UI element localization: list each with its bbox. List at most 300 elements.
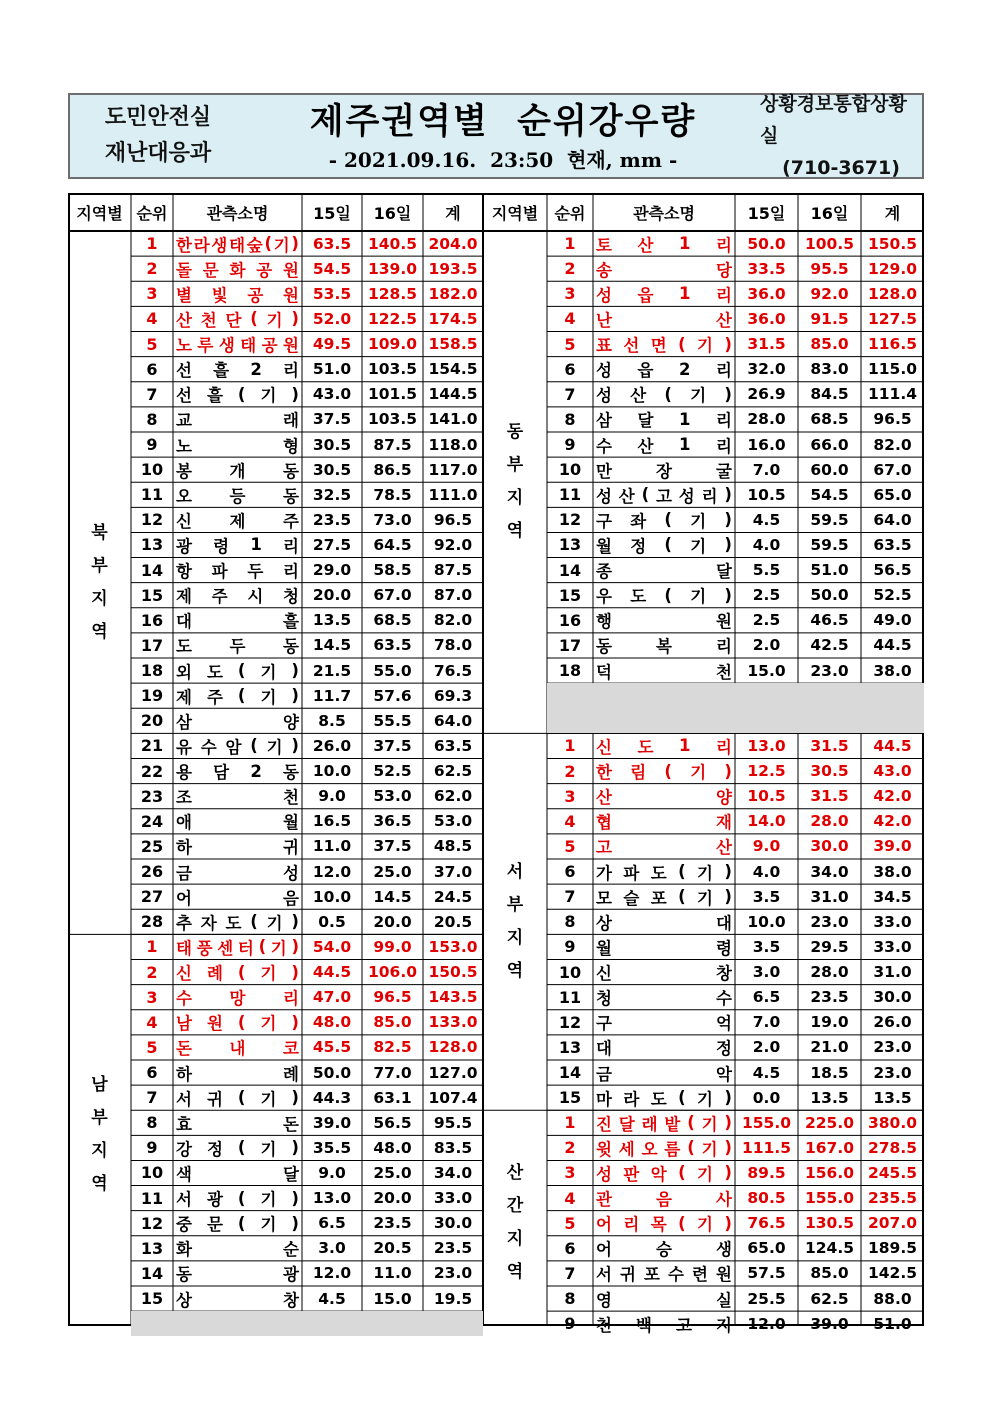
station-name: 진 달 래 밭 ( 기 ) — [596, 1113, 732, 1134]
rain-15-cell: 2.0 — [752, 1038, 781, 1057]
station-name: 종 달 — [596, 562, 732, 582]
rank-cell: 13 — [140, 535, 164, 555]
rain-15-cell: 20.0 — [312, 586, 352, 605]
rain-15-cell: 36.0 — [747, 284, 786, 303]
report-header — [68, 93, 924, 179]
rain-16-cell: 87.5 — [373, 435, 412, 454]
rain-15-cell: 89.5 — [747, 1163, 786, 1182]
rain-total-cell: 128.0 — [867, 284, 918, 303]
station-name: 가 파 도 ( 기 ) — [596, 862, 732, 883]
rain-15-cell: 13.0 — [747, 736, 786, 755]
empty-cell — [131, 1311, 173, 1336]
department-line1: 도민안전실 — [104, 105, 212, 130]
empty-cell — [861, 708, 924, 733]
rain-15-cell: 2.5 — [752, 586, 781, 605]
rain-15-cell: 3.5 — [752, 887, 781, 906]
rank-cell: 9 — [564, 435, 576, 454]
rank-cell: 10 — [558, 460, 582, 480]
rank-cell: 12 — [140, 510, 164, 530]
rain-total-cell: 23.0 — [873, 1063, 912, 1082]
empty-cell — [173, 1311, 302, 1336]
region-label: 서 부 지 역 — [506, 861, 524, 981]
rain-16-cell: 23.0 — [810, 661, 849, 680]
rank-cell: 14 — [558, 1063, 582, 1082]
rain-15-cell: 8.5 — [318, 711, 346, 730]
rank-cell: 4 — [146, 309, 158, 329]
station-name: 영 실 — [596, 1290, 732, 1310]
rain-16-cell: 46.5 — [810, 611, 849, 630]
station-name: 구 좌 ( 기 ) — [596, 510, 732, 531]
rain-16-cell: 23.5 — [373, 1214, 412, 1233]
rain-16-cell: 13.5 — [810, 1088, 849, 1107]
rank-cell: 1 — [564, 1113, 576, 1133]
station-name: 어 음 — [176, 888, 299, 908]
rain-15-cell: 2.0 — [752, 636, 781, 655]
rank-cell: 11 — [558, 485, 582, 505]
rain-15-cell: 51.0 — [312, 360, 352, 379]
rain-total-cell: 158.5 — [428, 335, 478, 354]
rain-16-cell: 62.5 — [810, 1289, 849, 1308]
station-name: 삼 달 1 리 — [596, 409, 732, 431]
station-name: 신 제 주 — [176, 511, 299, 531]
rank-cell: 24 — [140, 811, 164, 831]
rain-15-cell: 80.5 — [747, 1189, 786, 1208]
rain-total-cell: 42.0 — [873, 812, 912, 831]
rain-total-cell: 65.0 — [873, 485, 912, 504]
rain-total-cell: 23.5 — [433, 1239, 473, 1258]
rain-16-cell: 53.0 — [373, 787, 412, 806]
station-name: 어 리 목 ( 기 ) — [596, 1213, 732, 1235]
rain-total-cell: 128.0 — [428, 1038, 478, 1057]
station-name: 동 광 — [176, 1265, 299, 1285]
region-label: 북 부 지 역 — [91, 522, 108, 642]
rank-cell: 6 — [146, 1063, 158, 1082]
station-name: 행 원 — [596, 612, 732, 632]
rain-16-cell: 25.0 — [373, 1163, 412, 1182]
rank-cell: 15 — [558, 585, 582, 605]
rain-16-cell: 30.5 — [810, 762, 849, 781]
rank-cell: 11 — [140, 485, 164, 505]
rain-total-cell: 31.0 — [873, 963, 912, 982]
rain-16-cell: 48.0 — [373, 1138, 412, 1157]
rain-16-cell: 42.5 — [810, 636, 849, 655]
rain-15-cell: 12.5 — [747, 762, 786, 781]
rain-total-cell: 116.5 — [867, 335, 918, 354]
left-column-header-1: 순위 — [136, 203, 168, 223]
station-name: 별 빛 공 원 — [176, 285, 299, 305]
rain-total-cell: 39.0 — [873, 837, 912, 856]
rain-16-cell: 20.0 — [373, 1189, 412, 1208]
rain-total-cell: 43.0 — [873, 762, 912, 781]
station-name: 성 산 ( 고 성 리 ) — [596, 485, 732, 506]
station-name: 만 장 굴 — [596, 461, 732, 481]
rain-total-cell: 150.5 — [867, 234, 918, 253]
rank-cell: 16 — [558, 610, 582, 630]
station-name: 우 도 ( 기 ) — [596, 585, 732, 607]
rain-total-cell: 235.5 — [867, 1189, 918, 1208]
rain-15-cell: 6.5 — [752, 988, 781, 1007]
station-name: 산 양 — [596, 788, 732, 808]
rain-16-cell: 99.0 — [373, 937, 412, 956]
rain-16-cell: 59.5 — [810, 535, 849, 554]
right-column-header-5: 계 — [884, 203, 901, 223]
rank-cell: 4 — [146, 1012, 158, 1032]
empty-cell — [362, 1311, 423, 1336]
station-name: 구 억 — [596, 1014, 732, 1034]
office-phone: (710-3671) — [782, 157, 900, 179]
rain-15-cell: 12.0 — [747, 1314, 786, 1333]
rank-cell: 2 — [564, 259, 576, 279]
rain-16-cell: 23.0 — [810, 912, 849, 931]
rain-16-cell: 103.5 — [367, 410, 418, 429]
rain-16-cell: 167.0 — [804, 1138, 855, 1157]
station-name: 돌 문 화 공 원 — [176, 260, 299, 280]
rank-cell: 8 — [146, 1113, 158, 1133]
rain-16-cell: 85.0 — [810, 1264, 849, 1283]
rain-15-cell: 13.0 — [312, 1189, 352, 1208]
empty-cell — [423, 1311, 483, 1336]
rain-16-cell: 11.0 — [373, 1264, 412, 1283]
rain-15-cell: 3.0 — [318, 1239, 346, 1258]
rain-15-cell: 15.0 — [747, 661, 786, 680]
rain-total-cell: 49.0 — [873, 611, 912, 630]
station-name: 제 주 시 청 — [176, 587, 299, 607]
left-column-header-3: 15일 — [313, 203, 351, 223]
station-name: 대 정 — [596, 1039, 732, 1059]
rank-cell: 22 — [140, 761, 164, 781]
rain-15-cell: 52.0 — [312, 309, 352, 328]
rain-15-cell: 48.0 — [312, 1013, 352, 1032]
empty-cell — [593, 683, 735, 708]
rain-15-cell: 28.0 — [747, 410, 786, 429]
rain-15-cell: 29.0 — [312, 561, 352, 580]
station-name: 추 자 도 ( 기 ) — [176, 912, 299, 933]
rain-total-cell: 193.5 — [428, 259, 478, 278]
rain-16-cell: 130.5 — [804, 1214, 855, 1233]
station-name: 유 수 암 ( 기 ) — [176, 736, 299, 757]
rain-15-cell: 65.0 — [747, 1239, 786, 1258]
rain-16-cell: 37.5 — [373, 837, 412, 856]
rain-15-cell: 7.0 — [752, 460, 781, 479]
rain-total-cell: 143.5 — [428, 988, 478, 1007]
rank-cell: 3 — [564, 1163, 576, 1183]
rain-15-cell: 13.5 — [312, 611, 352, 630]
rank-cell: 15 — [140, 585, 164, 605]
rain-15-cell: 35.5 — [312, 1138, 352, 1157]
rank-cell: 9 — [146, 1138, 158, 1158]
rain-15-cell: 32.0 — [747, 360, 786, 379]
rain-15-cell: 45.5 — [312, 1038, 352, 1057]
empty-cell — [861, 683, 924, 708]
rain-total-cell: 182.0 — [428, 284, 478, 303]
rain-total-cell: 87.0 — [433, 586, 473, 605]
rain-15-cell: 4.5 — [752, 510, 781, 529]
station-name: 신 도 1 리 — [596, 736, 732, 757]
rain-total-cell: 69.3 — [433, 686, 473, 705]
rain-16-cell: 52.5 — [373, 762, 412, 781]
empty-cell — [593, 708, 735, 733]
rain-16-cell: 78.5 — [373, 485, 412, 504]
rain-15-cell: 47.0 — [312, 988, 352, 1007]
rain-15-cell: 44.5 — [312, 963, 352, 982]
rain-15-cell: 4.5 — [318, 1289, 346, 1308]
rain-16-cell: 15.0 — [373, 1289, 412, 1308]
rain-16-cell: 68.5 — [373, 611, 412, 630]
station-name: 모 슬 포 ( 기 ) — [596, 887, 732, 908]
rain-15-cell: 23.5 — [312, 510, 352, 529]
station-name: 수 망 리 — [176, 989, 299, 1009]
rain-total-cell: 30.0 — [873, 988, 912, 1007]
rain-16-cell: 106.0 — [367, 963, 418, 982]
rain-15-cell: 44.3 — [312, 1088, 352, 1107]
rain-15-cell: 12.0 — [312, 862, 352, 881]
rank-cell: 16 — [140, 610, 164, 630]
rank-cell: 6 — [564, 1238, 576, 1258]
rain-total-cell: 141.0 — [428, 410, 478, 429]
station-name: 천 백 고 지 — [596, 1315, 732, 1335]
rain-total-cell: 33.0 — [873, 912, 912, 931]
rank-cell: 4 — [564, 811, 576, 831]
rank-cell: 13 — [140, 1238, 164, 1258]
station-name: 월 정 ( 기 ) — [596, 535, 732, 556]
rank-cell: 1 — [146, 234, 158, 254]
rain-total-cell: 118.0 — [428, 435, 478, 454]
rain-15-cell: 54.0 — [312, 937, 352, 956]
station-name: 표 선 면 ( 기 ) — [596, 334, 732, 356]
empty-cell — [798, 683, 861, 708]
rain-total-cell: 82.0 — [873, 435, 912, 454]
rain-total-cell: 52.5 — [873, 586, 912, 605]
rain-15-cell: 37.5 — [312, 410, 352, 429]
rank-cell: 18 — [558, 661, 582, 681]
empty-cell — [547, 683, 593, 708]
rain-15-cell: 14.0 — [747, 812, 786, 831]
rain-15-cell: 76.5 — [747, 1214, 786, 1233]
rain-16-cell: 21.0 — [810, 1038, 849, 1057]
rain-total-cell: 23.0 — [873, 1038, 912, 1057]
contact-label — [760, 95, 922, 177]
rank-cell: 1 — [564, 234, 576, 254]
station-name: 교 래 — [176, 411, 299, 431]
rank-cell: 5 — [146, 1037, 158, 1057]
rain-total-cell: 127.0 — [428, 1063, 478, 1082]
rain-15-cell: 26.9 — [747, 385, 786, 404]
station-name: 송 당 — [596, 260, 732, 280]
station-name: 태 풍 센 터 ( 기 ) — [176, 937, 299, 958]
rank-cell: 3 — [564, 786, 576, 806]
rain-total-cell: 144.5 — [428, 385, 478, 404]
rain-total-cell: 24.5 — [433, 887, 473, 906]
rain-15-cell: 3.5 — [752, 937, 781, 956]
rain-15-cell: 31.5 — [747, 335, 786, 354]
rain-total-cell: 117.0 — [428, 460, 478, 479]
station-name: 한 림 ( 기 ) — [596, 761, 732, 783]
rain-15-cell: 25.5 — [747, 1289, 786, 1308]
station-name: 항 파 두 리 — [176, 562, 299, 582]
rain-15-cell: 155.0 — [741, 1113, 792, 1132]
rain-16-cell: 82.5 — [373, 1038, 412, 1057]
rank-cell: 5 — [564, 836, 576, 856]
station-name: 상 창 — [176, 1290, 299, 1310]
rain-15-cell: 3.0 — [752, 963, 781, 982]
station-name: 하 귀 — [176, 838, 299, 858]
rank-cell: 5 — [564, 1213, 576, 1233]
station-name: 용 담 2 동 — [176, 761, 299, 783]
station-name: 대 흘 — [176, 612, 299, 632]
station-name: 외 도 ( 기 ) — [176, 661, 299, 682]
station-name: 성 읍 2 리 — [596, 359, 732, 381]
rank-cell: 9 — [564, 937, 576, 957]
rain-15-cell: 10.5 — [747, 787, 786, 806]
rain-15-cell: 0.5 — [318, 912, 346, 931]
rain-total-cell: 38.0 — [873, 661, 912, 680]
rain-total-cell: 78.0 — [433, 636, 473, 655]
rain-16-cell: 95.5 — [810, 259, 849, 278]
rain-15-cell: 32.5 — [312, 485, 352, 504]
rank-cell: 13 — [558, 1037, 582, 1057]
station-name: 제 주 ( 기 ) — [176, 686, 299, 707]
station-name: 한 라 생 태 숲 ( 기 ) — [176, 234, 299, 255]
department-label — [70, 95, 246, 177]
rank-cell: 1 — [564, 736, 576, 756]
rain-16-cell: 31.0 — [810, 887, 849, 906]
rank-cell: 10 — [140, 460, 164, 480]
rank-cell: 12 — [140, 1213, 164, 1233]
rain-total-cell: 204.0 — [428, 234, 478, 253]
rain-16-cell: 36.5 — [373, 812, 412, 831]
rank-cell: 21 — [140, 736, 164, 756]
rain-16-cell: 31.5 — [810, 736, 849, 755]
station-name: 효 돈 — [176, 1114, 299, 1134]
rain-16-cell: 103.5 — [367, 360, 418, 379]
rain-16-cell: 140.5 — [367, 234, 418, 253]
rain-total-cell: 92.0 — [433, 535, 473, 554]
rank-cell: 14 — [140, 1263, 164, 1283]
rain-total-cell: 111.4 — [867, 385, 918, 404]
rank-cell: 7 — [564, 1263, 576, 1283]
rain-16-cell: 59.5 — [810, 510, 849, 529]
rain-total-cell: 64.0 — [873, 510, 912, 529]
rank-cell: 17 — [140, 635, 164, 655]
rain-16-cell: 91.5 — [810, 309, 849, 328]
rain-15-cell: 10.0 — [312, 762, 352, 781]
station-name: 도 두 동 — [176, 637, 299, 657]
rank-cell: 10 — [140, 1163, 164, 1183]
station-name: 선 흘 ( 기 ) — [176, 384, 299, 406]
station-name: 조 천 — [176, 788, 299, 808]
rain-16-cell: 85.0 — [810, 335, 849, 354]
station-name: 색 달 — [176, 1164, 299, 1184]
rain-total-cell: 56.5 — [873, 561, 912, 580]
rain-16-cell: 84.5 — [810, 385, 849, 404]
rank-cell: 5 — [564, 334, 576, 354]
report-timestamp: - 2021.09.16. 23:50 현재, mm - — [328, 148, 678, 172]
rain-16-cell: 64.5 — [373, 535, 412, 554]
rain-15-cell: 12.0 — [312, 1264, 352, 1283]
rain-16-cell: 68.5 — [810, 410, 849, 429]
rain-total-cell: 96.5 — [873, 410, 912, 429]
rain-16-cell: 51.0 — [810, 561, 849, 580]
station-name: 성 판 악 ( 기 ) — [596, 1163, 732, 1184]
station-name: 덕 천 — [596, 662, 732, 682]
rain-16-cell: 30.0 — [810, 837, 849, 856]
rain-16-cell: 14.5 — [373, 887, 412, 906]
rank-cell: 28 — [140, 912, 164, 932]
rank-cell: 6 — [564, 359, 576, 379]
station-name: 남 원 ( 기 ) — [176, 1012, 299, 1034]
station-name: 토 산 1 리 — [596, 234, 732, 255]
empty-cell — [547, 708, 593, 733]
rain-total-cell: 30.0 — [433, 1214, 473, 1233]
rank-cell: 3 — [564, 284, 576, 304]
rain-15-cell: 9.0 — [318, 1163, 346, 1182]
station-name: 광 령 1 리 — [176, 535, 299, 556]
rank-cell: 4 — [564, 309, 576, 329]
rank-cell: 10 — [558, 962, 582, 982]
rank-cell: 6 — [146, 359, 158, 379]
rank-cell: 9 — [146, 435, 158, 454]
rain-total-cell: 48.5 — [433, 837, 473, 856]
rain-15-cell: 9.0 — [318, 787, 346, 806]
rain-15-cell: 63.5 — [312, 234, 352, 253]
station-name: 신 창 — [596, 964, 732, 984]
station-name: 봉 개 동 — [176, 461, 299, 481]
rain-total-cell: 62.0 — [433, 787, 473, 806]
rain-15-cell: 30.5 — [312, 435, 352, 454]
rain-total-cell: 20.5 — [433, 912, 473, 931]
station-name: 관 음 사 — [596, 1190, 732, 1210]
rank-cell: 20 — [140, 711, 164, 731]
left-column-header-5: 계 — [445, 203, 461, 223]
rain-15-cell: 4.5 — [752, 1063, 781, 1082]
rain-15-cell: 30.5 — [312, 460, 352, 479]
left-column-header-2: 관측소명 — [206, 203, 269, 223]
rain-total-cell: 153.0 — [428, 937, 478, 956]
rain-15-cell: 10.0 — [312, 887, 352, 906]
rank-cell: 6 — [564, 862, 576, 882]
station-name: 애 월 — [176, 813, 299, 833]
rain-16-cell: 55.5 — [373, 711, 412, 730]
rain-16-cell: 156.0 — [804, 1163, 855, 1182]
rain-16-cell: 23.5 — [810, 988, 849, 1007]
rain-total-cell: 245.5 — [867, 1163, 918, 1182]
station-name: 하 례 — [176, 1064, 299, 1084]
office-name: 상황경보통합상황실 — [760, 93, 907, 147]
rain-16-cell: 28.0 — [810, 812, 849, 831]
rain-total-cell: 207.0 — [867, 1214, 918, 1233]
right-column-header-2: 관측소명 — [633, 203, 695, 223]
rain-total-cell: 87.5 — [433, 561, 473, 580]
rank-cell: 17 — [558, 635, 582, 655]
rank-cell: 8 — [146, 409, 158, 429]
rank-cell: 26 — [140, 862, 164, 882]
rain-total-cell: 174.5 — [428, 309, 478, 328]
region-label: 남 부 지 역 — [91, 1075, 108, 1195]
rain-16-cell: 109.0 — [367, 335, 418, 354]
rain-16-cell: 60.0 — [810, 460, 849, 479]
station-name: 서 광 ( 기 ) — [176, 1188, 299, 1210]
right-column-header-4: 16일 — [810, 203, 849, 223]
rank-cell: 19 — [140, 686, 164, 706]
rain-total-cell: 111.0 — [428, 485, 478, 504]
rain-15-cell: 39.0 — [312, 1113, 352, 1132]
rain-total-cell: 26.0 — [873, 1013, 912, 1032]
rain-total-cell: 63.5 — [433, 736, 473, 755]
rain-16-cell: 77.0 — [373, 1063, 412, 1082]
rain-16-cell: 39.0 — [810, 1314, 849, 1333]
rain-total-cell: 64.0 — [433, 711, 473, 730]
rain-total-cell: 38.0 — [873, 862, 912, 881]
